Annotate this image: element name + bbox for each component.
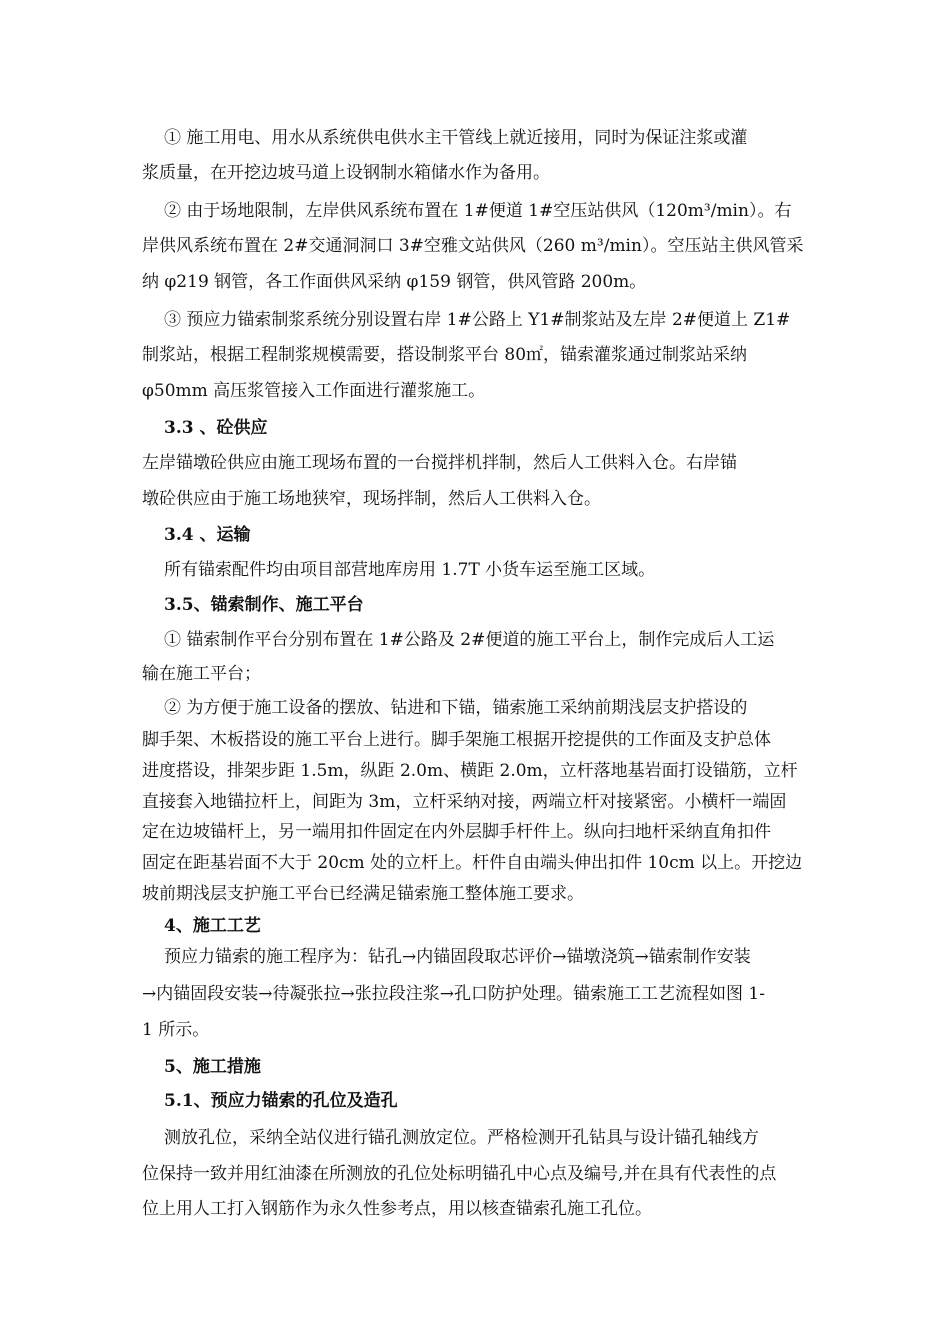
paragraph-line: 脚手架、木板搭设的施工平台上进行。脚手架施工根据开挖提供的工作面及支护总体 bbox=[142, 730, 771, 750]
paragraph-line: 进度搭设，排架步距 1.5m，纵距 2.0m、横距 2.0m，立杆落地基岩面打设锚筋，立杆 bbox=[142, 761, 798, 781]
paragraph-line: 墩砼供应由于施工场地狭窄，现场拌制，然后人工供料入仓。 bbox=[142, 489, 601, 509]
paragraph-line: ① 施工用电、用水从系统供电供水主干管线上就近接用，同时为保证注浆或灌 bbox=[164, 128, 748, 148]
paragraph-line: 位上用人工打入钢筋作为永久性参考点，用以核查锚索孔施工孔位。 bbox=[142, 1199, 652, 1219]
paragraph-line: ③ 预应力锚索制浆系统分别设置右岸 1#公路上 Y1#制浆站及左岸 2#便道上 Z1# bbox=[164, 310, 791, 330]
paragraph-line: 1 所示。 bbox=[142, 1020, 210, 1040]
paragraph-line: 预应力锚索的施工程序为：钻孔→内锚固段取芯评价→锚墩浇筑→锚索制作安装 bbox=[164, 947, 751, 967]
paragraph-line: 所有锚索配件均由项目部营地库房用 1.7T 小货车运至施工区域。 bbox=[164, 560, 656, 580]
paragraph-line: ① 锚索制作平台分别布置在 1#公路及 2#便道的施工平台上，制作完成后人工运 bbox=[164, 630, 775, 650]
paragraph-line: 纳 φ219 钢管，各工作面供风采纳 φ159 钢管，供风管路 200m。 bbox=[142, 272, 647, 292]
paragraph-line: 制浆站，根据工程制浆规模需要，搭设制浆平台 80㎡，锚索灌浆通过制浆站采纳 bbox=[142, 345, 748, 365]
section-heading: 3.4 、运输 bbox=[164, 525, 251, 545]
paragraph-line: →内锚固段安装→待凝张拉→张拉段注浆→孔口防护处理。锚索施工工艺流程如图 1- bbox=[142, 984, 765, 1004]
paragraph-line: ② 由于场地限制，左岸供风系统布置在 1#便道 1#空压站供风（120m³/min）。右 bbox=[164, 201, 792, 221]
paragraph-line: 坡前期浅层支护施工平台已经满足锚索施工整体施工要求。 bbox=[142, 884, 584, 904]
section-heading: 5、施工措施 bbox=[164, 1057, 261, 1077]
section-heading: 3.5、锚索制作、施工平台 bbox=[164, 595, 364, 615]
paragraph-line: 左岸锚墩砼供应由施工现场布置的一台搅拌机拌制，然后人工供料入仓。右岸锚 bbox=[142, 453, 737, 473]
paragraph-line: 定在边坡锚杆上，另一端用扣件固定在内外层脚手杆件上。纵向扫地杆采纳直角扣件 bbox=[142, 822, 771, 842]
paragraph-line: 固定在距基岩面不大于 20cm 处的立杆上。杆件自由端头伸出扣件 10cm 以上。开挖边 bbox=[142, 853, 803, 873]
section-heading: 3.3 、砼供应 bbox=[164, 418, 268, 438]
section-heading: 5.1、预应力锚索的孔位及造孔 bbox=[164, 1091, 398, 1111]
section-heading: 4、施工工艺 bbox=[164, 916, 261, 936]
paragraph-line: 浆质量，在开挖边坡马道上设钢制水箱储水作为备用。 bbox=[142, 163, 550, 183]
paragraph-line: 位保持一致并用红油漆在所测放的孔位处标明锚孔中心点及编号,并在具有代表性的点 bbox=[142, 1164, 777, 1184]
paragraph-line: 直接套入地锚拉杆上，间距为 3m，立杆采纳对接，两端立杆对接紧密。小横杆一端固 bbox=[142, 792, 787, 812]
paragraph-line: 输在施工平台； bbox=[142, 664, 261, 684]
paragraph-line: ② 为方便于施工设备的摆放、钻进和下锚，锚索施工采纳前期浅层支护搭设的 bbox=[164, 698, 748, 718]
paragraph-line: 岸供风系统布置在 2#交通洞洞口 3#空雅文站供风（260 m³/min）。空压站主供风管采 bbox=[142, 236, 804, 256]
paragraph-line: 测放孔位，采纳全站仪进行锚孔测放定位。严格检测开孔钻具与设计锚孔轴线方 bbox=[164, 1128, 759, 1148]
paragraph-line: φ50mm 高压浆管接入工作面进行灌浆施工。 bbox=[142, 381, 486, 401]
